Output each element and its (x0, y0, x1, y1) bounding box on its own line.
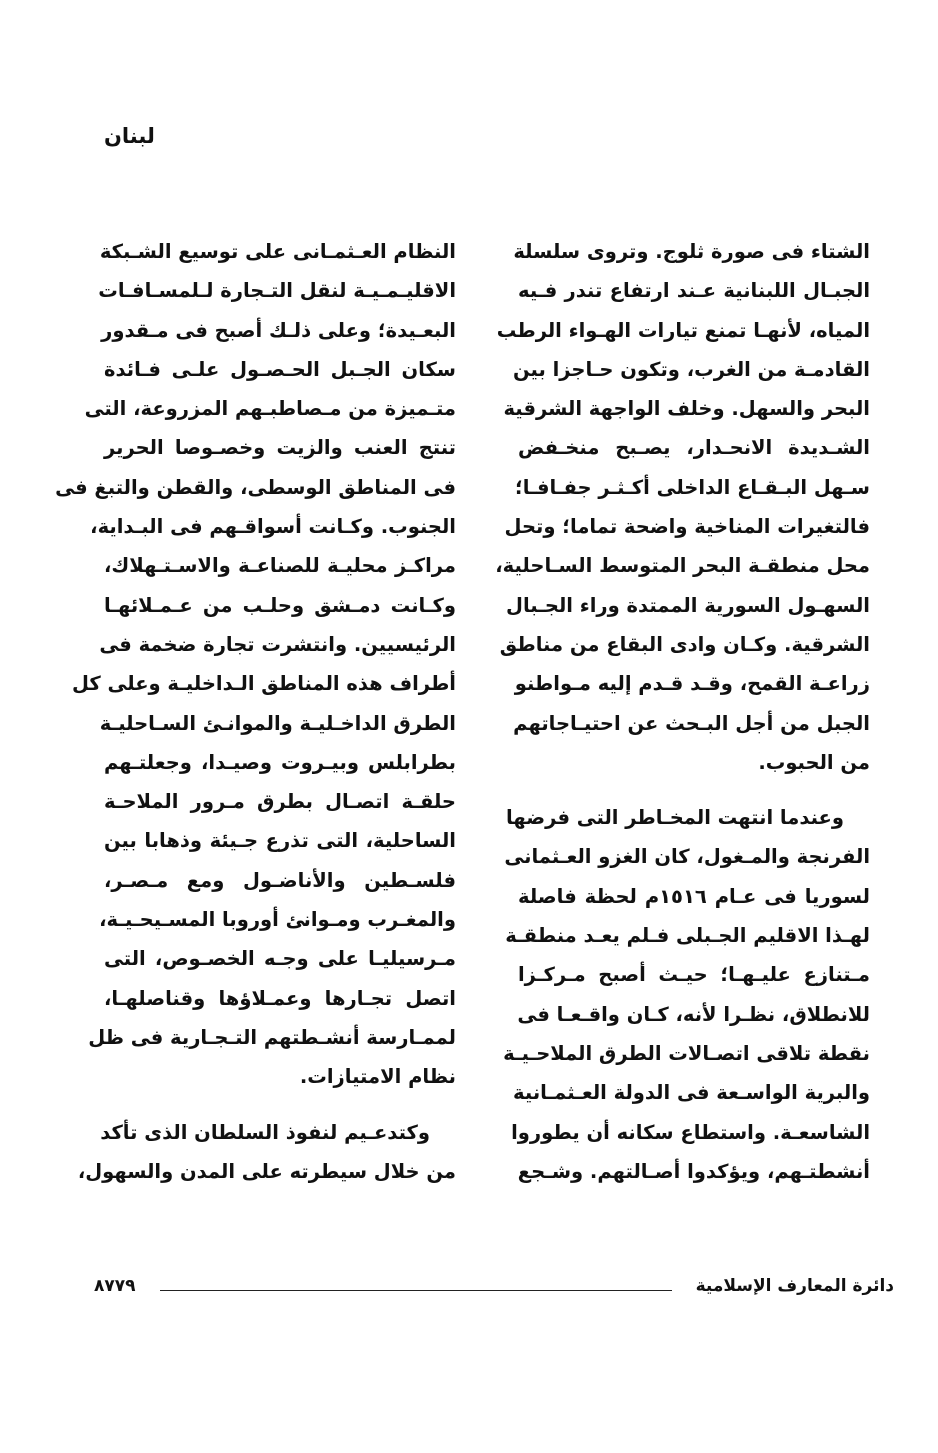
publication-title: دائرة المعارف الإسلامية (695, 1276, 894, 1296)
text-line: الشـديدة الانحـدار، يصـبح منخـفض (518, 436, 870, 460)
text-line: حلقـة اتصـال بطرق مـرور الملاحـة (104, 790, 456, 814)
text-line: لممـارسة أنشـطتهم التـجـارية فى ظل (88, 1025, 456, 1049)
text-line: وكـانت دمـشق وحلـب من عـمـلائهـا (104, 593, 456, 617)
text-line: وكتدعـيم لنفوذ السلطان الذى تأكد (100, 1120, 430, 1144)
footer-rule (160, 1290, 672, 1291)
paragraph (77, 1113, 456, 1192)
text-line: من خلال سيطرته على المدن والسهول، (77, 1159, 456, 1183)
text-line: مراكـز محليـة للصناعـة والاسـتـهلاك، (104, 554, 456, 578)
text-line: الجبـال اللبنانية عـند ارتفاع تندر فـيه (518, 279, 870, 303)
text-line: بطرابلس وبيـروت وصيـدا، وجعلتـهم (104, 750, 456, 774)
text-line: سـهل البـقـاع الداخلى أكـثـر جفـافـا؛ (514, 475, 870, 499)
text-line: الجبل من أجل البـحث عن احتيـاجاتهم (513, 711, 870, 735)
text-line: النظام العـثمـانى على توسيع الشـبكة (99, 240, 456, 263)
text-line: البعـيدة؛ وعلى ذلـك أصبح فى مـقدور (101, 318, 456, 342)
text-line: أطراف هذه المناطق الـداخليـة وعلى كل (71, 672, 456, 696)
text-line: الساحلية، التى تذرع جـيئة وذهابا بين (104, 829, 456, 853)
text-line: السهـول السورية الممتدة وراء الجـبال (506, 593, 870, 617)
text-line: لسوريا فى عـام ١٥١٦م لحظة فاصلة (518, 884, 870, 908)
text-line: فلسـطين والأناضـول ومع مـصـر، (104, 868, 456, 892)
text-line: الطرق الداخـليـة والموانـئ السـاحليـة (99, 711, 456, 735)
paragraph-gap (104, 1097, 456, 1113)
text-line: مـتنازع عليـهـا؛ حيـث أصبح مـركـزا (518, 963, 870, 987)
right-column (495, 232, 870, 1191)
text-line: المياه، لأنهـا تمنع تيارات الهـواء الرطب (496, 318, 870, 342)
text-line: للانطلاق، نظـرا لأنه، كـان واقـعـا فى (517, 1002, 870, 1026)
text-line: القادمـة من الغرب، وتكون حـاجزا بين (512, 357, 870, 381)
text-line: نقطة تلاقى اتصـالات الطرق الملاحـيـة (503, 1041, 870, 1065)
paragraph (495, 232, 870, 782)
text-line: فى المناطق الوسطى، والقطن والتبغ فى (55, 475, 456, 499)
text-line: الرئيسيين. وانتشرت تجارة ضخمة فى (99, 632, 456, 656)
text-line: أنشطتـهم، ويؤكدوا أصـالتهم. وشـجع (517, 1159, 870, 1183)
text-line: البحر والسهل. وخلف الواجهة الشرقية (503, 397, 870, 421)
left-column (55, 232, 456, 1191)
text-line: والبرية الواسـعة فى الدولة العـثمـانية (513, 1081, 870, 1105)
text-line: الفرنجة والمـغول، كان الغزو العـثمانى (504, 845, 870, 869)
text-line: مـرسيليـا على وجـه الخصـوص، التى (104, 947, 456, 971)
text-line: الجنوب. وكـانت أسواقـهم فى البـداية، (90, 515, 456, 539)
text-line: والمغـرب ومـوانئ أوروبا المسـيحـيـة، (99, 908, 456, 932)
text-line: فالتغيرات المناخية واضحة تماما؛ وتحل (504, 515, 870, 539)
paragraph-gap (518, 782, 870, 798)
text-line: الشاسعـة. واستطاع سكانه أن يطوروا (511, 1120, 870, 1144)
text-line: نظام الامتيازات. (299, 1065, 456, 1089)
text-line: من الحبوب. (758, 750, 870, 774)
text-line: سكان الجـبل الحـصـول علـى فـائدة (104, 357, 456, 381)
page-number: ٨٧٧٩ (94, 1276, 136, 1296)
text-line: لهـذا الاقليم الجـبلى فـلم يعـد منطقـة (505, 924, 870, 948)
text-line: الشرقية. وكـان وادى البقاع من مناطق (499, 632, 870, 656)
text-line: الاقليـمـيـة لنقل التـجارة لـلمسـافـات (98, 279, 456, 303)
running-header: لبنان (104, 124, 155, 148)
text-line: تنتج العنب والزيت وخصـوصا الحرير (104, 436, 456, 460)
page-footer (94, 1276, 894, 1304)
paragraph (503, 798, 870, 1191)
text-line: زراعـة القمح، وقـد قـدم إليه مـواطنو (514, 672, 870, 696)
paragraph (55, 232, 456, 1097)
text-line: الشتاء فى صورة ثلوج. وتروى سلسلة (513, 240, 870, 263)
text-line: متـميزة من مـصاطبـهم المزروعة، التى (84, 397, 456, 421)
text-line: وعندما انتهت المخـاطر التى فرضها (506, 806, 844, 830)
text-line: محل منطقـة البحر المتوسط السـاحلية، (495, 554, 870, 578)
text-line: اتصل تجـارها وعمـلاؤها وقناصلهـا، (104, 986, 456, 1010)
